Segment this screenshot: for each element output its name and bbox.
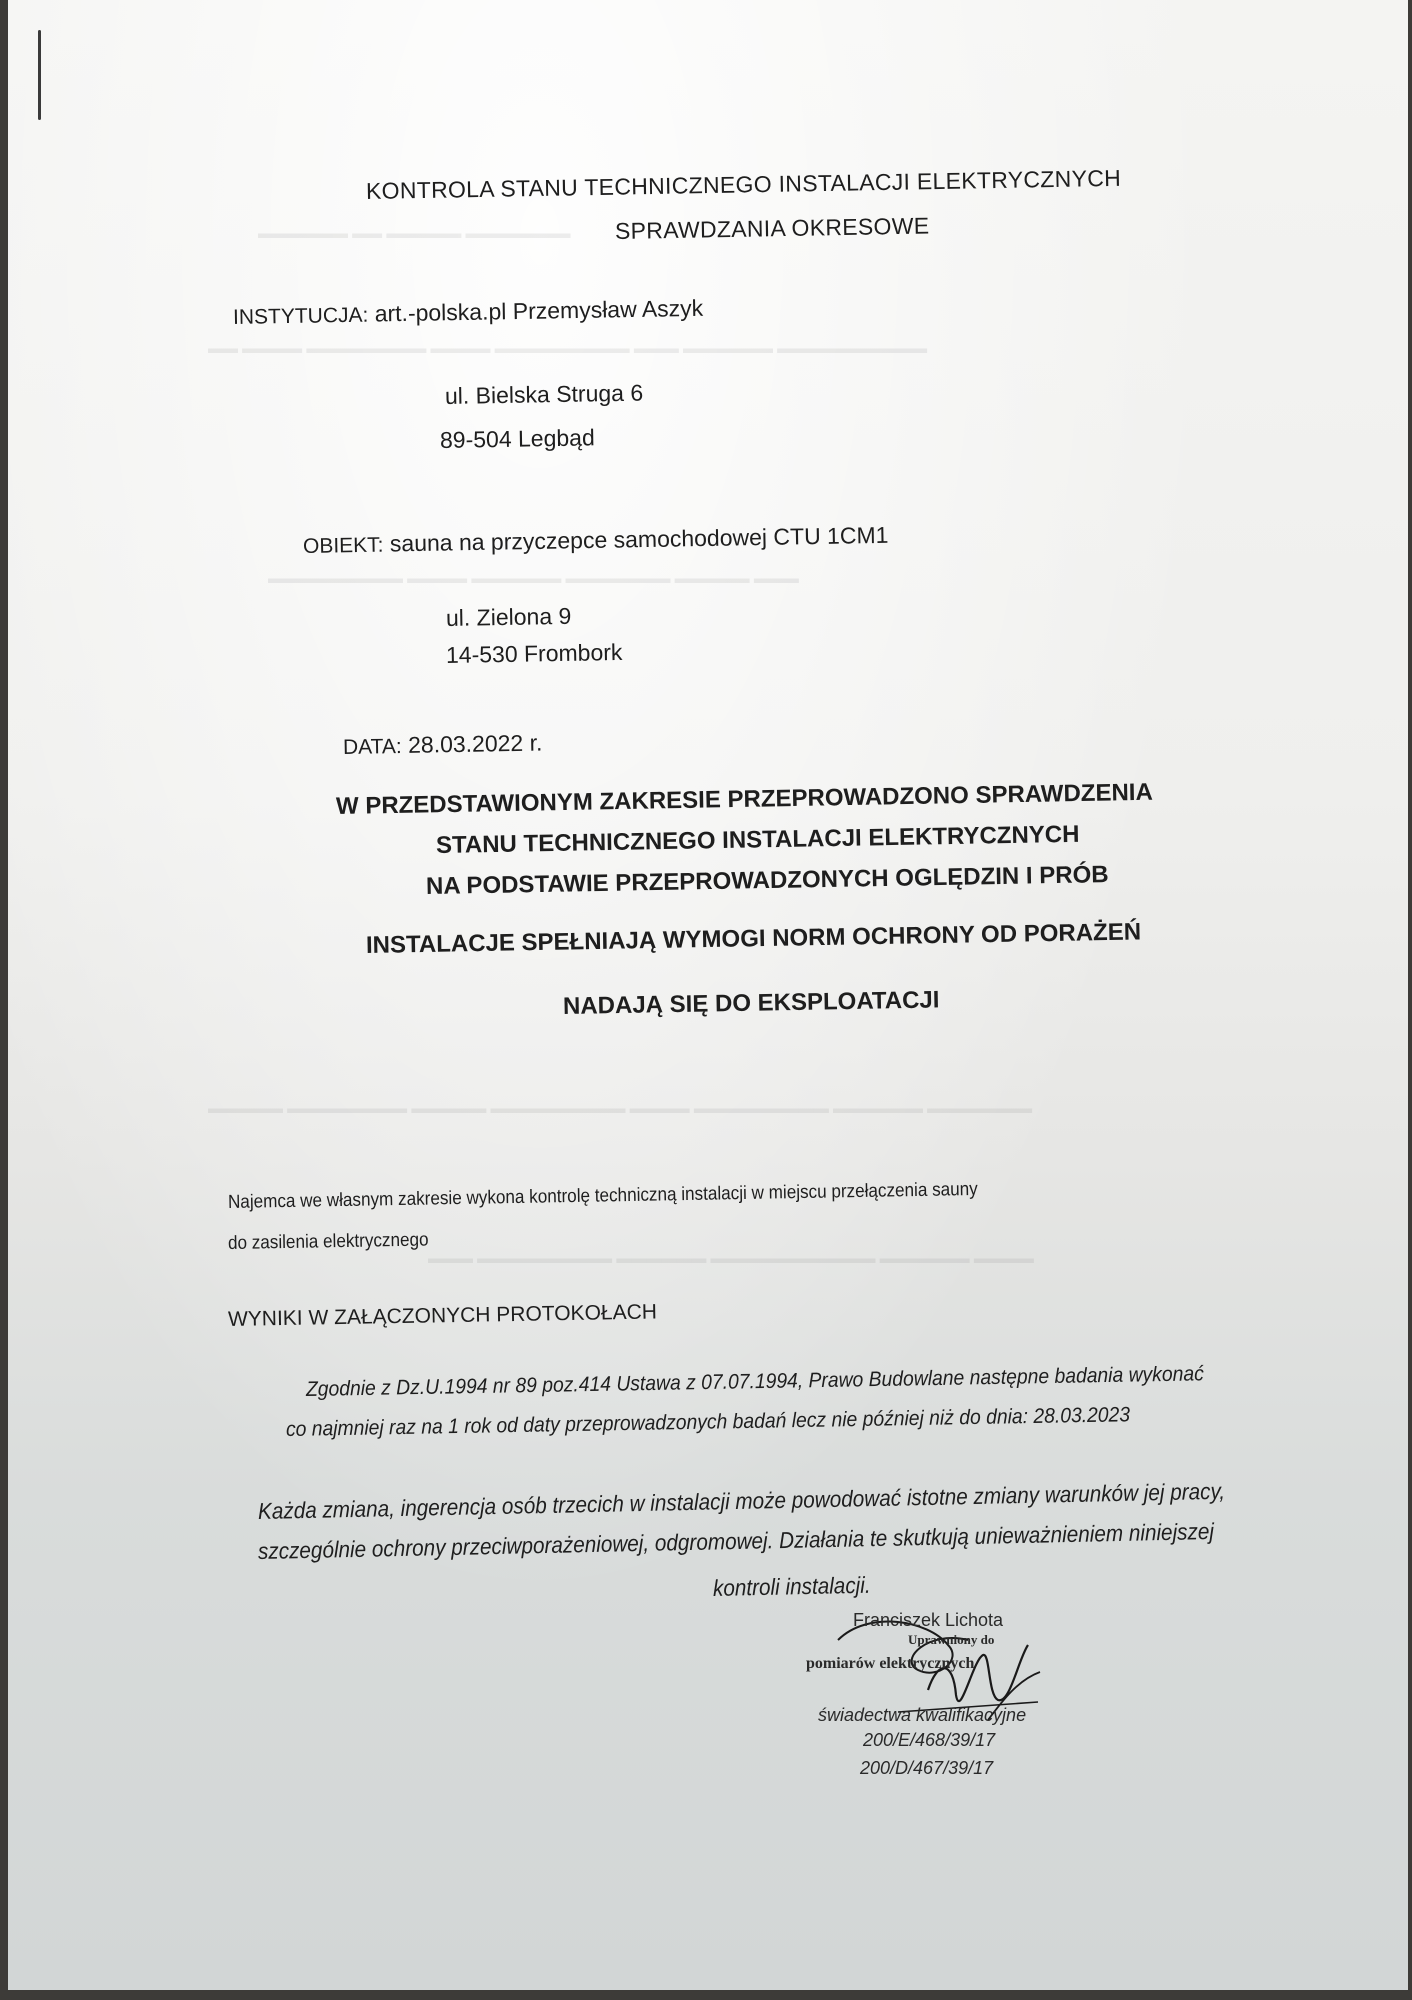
institution-row [233, 295, 704, 330]
stamp-and-signature [778, 1600, 1098, 1790]
statement-line2: STANU TECHNICZNEGO INSTALACJI ELEKTRYCZNYCH [435, 820, 1080, 859]
tenant-note-line1: Najemca we własnym zakresie wykona kontrolę techniczną instalacji w miejscu przełączenia sauny [227, 1178, 978, 1213]
show-through-text: ▬▬▬▬▬▬ ▬▬ ▬▬▬▬▬ ▬▬▬▬▬▬▬ [258, 225, 571, 242]
object-name: sauna na przyczepce samochodowej CTU 1CM1 [389, 521, 889, 557]
show-through-text: ▬▬▬▬▬▬▬▬▬ ▬▬▬▬ ▬▬▬▬▬▬ ▬▬▬▬▬▬▬ ▬▬▬▬▬ ▬▬▬ [268, 570, 799, 587]
date-value: 28.03.2022 r. [407, 729, 543, 758]
show-through-text: ▬▬ ▬▬▬▬ ▬▬▬▬▬▬▬▬ ▬▬▬▬ ▬▬▬▬▬▬▬▬▬ ▬▬▬ ▬▬▬▬▬▬ ▬▬▬▬▬▬▬▬▬▬ [208, 340, 928, 357]
warning-line2: szczególnie ochrony przeciwporażeniowej, odgromowej. Działania te skutkują unieważnieniem niniejszej [257, 1517, 1215, 1564]
document-page [8, 0, 1408, 1990]
statement-line1: W PRZEDSTAWIONYM ZAKRESIE PRZEPROWADZONO SPRAWDZENIA [335, 778, 1154, 820]
object-city: 14-530 Frombork [445, 638, 623, 668]
stamp-name: Franciszek Lichota [853, 1610, 1004, 1630]
law-line2: co najmniej raz na 1 rok od daty przeprowadzonych badań lecz nie później niż do dnia: 28.03.2023 [285, 1403, 1131, 1441]
statement-line4: INSTALACJE SPEŁNIAJĄ WYMOGI NORM OCHRONY OD PORAŻEŃ [365, 918, 1142, 959]
object-street: ul. Zielona 9 [445, 602, 572, 631]
binding-mark [38, 30, 41, 120]
object-row [303, 522, 889, 559]
object-label: OBIEKT: [302, 533, 384, 558]
law-line1: Zgodnie z Dz.U.1994 nr 89 poz.414 Ustawa z 07.07.1994, Prawo Budowlane następne badania wykonać [305, 1362, 1204, 1401]
stamp-swiadectwa: świadectwa kwalifikacyjne [818, 1705, 1027, 1725]
stamp-uprawniony: Uprawniony do [908, 1632, 995, 1647]
tenant-note-line2: do zasilenia elektrycznego [227, 1229, 429, 1254]
document-title-line1: KONTROLA STANU TECHNICZNEGO INSTALACJI ELEKTRYCZNYCH [365, 164, 1122, 204]
stamp-cert2: 200/D/467/39/17 [860, 1758, 994, 1778]
institution-label: INSTYTUCJA: [232, 303, 369, 329]
date-row [343, 730, 543, 760]
warning-line3: kontroli instalacji. [712, 1571, 871, 1601]
warning-line1: Każda zmiana, ingerencja osób trzecich w instalacji może powodować istotne zmiany warunków jej pracy, [257, 1477, 1226, 1524]
institution-street: ul. Bielska Struga 6 [444, 379, 644, 409]
institution-city: 89-504 Legbąd [439, 424, 595, 453]
results-heading: WYNIKI W ZAŁĄCZONYCH PROTOKOŁACH [227, 1300, 658, 1331]
show-through-text: ▬▬▬▬▬ ▬▬▬▬▬▬▬▬ ▬▬▬▬▬ ▬▬▬▬▬▬▬▬▬ ▬▬▬▬ ▬▬▬▬▬▬▬▬▬ ▬▬▬▬▬▬ ▬▬▬▬▬▬▬ [208, 1100, 1033, 1117]
statement-line3: NA PODSTAWIE PRZEPROWADZONYCH OGLĘDZIN I PRÓB [425, 861, 1109, 900]
institution-name: art.-polska.pl Przemysław Aszyk [374, 294, 704, 327]
date-label: DATA: [342, 734, 402, 759]
document-title-line2: SPRAWDZANIA OKRESOWE [614, 212, 930, 244]
stamp-cert1: 200/E/468/39/17 [863, 1730, 996, 1750]
statement-line5: NADAJĄ SIĘ DO EKSPLOATACJI [562, 986, 940, 1020]
show-through-text: ▬▬▬ ▬▬▬▬▬▬▬▬▬ ▬▬▬▬▬▬ ▬▬▬▬▬▬▬▬▬▬▬ ▬▬▬▬▬▬ ▬▬▬▬ [428, 1250, 1034, 1267]
stamp-pomiarow: pomiarów elektrycznych [806, 1655, 975, 1672]
